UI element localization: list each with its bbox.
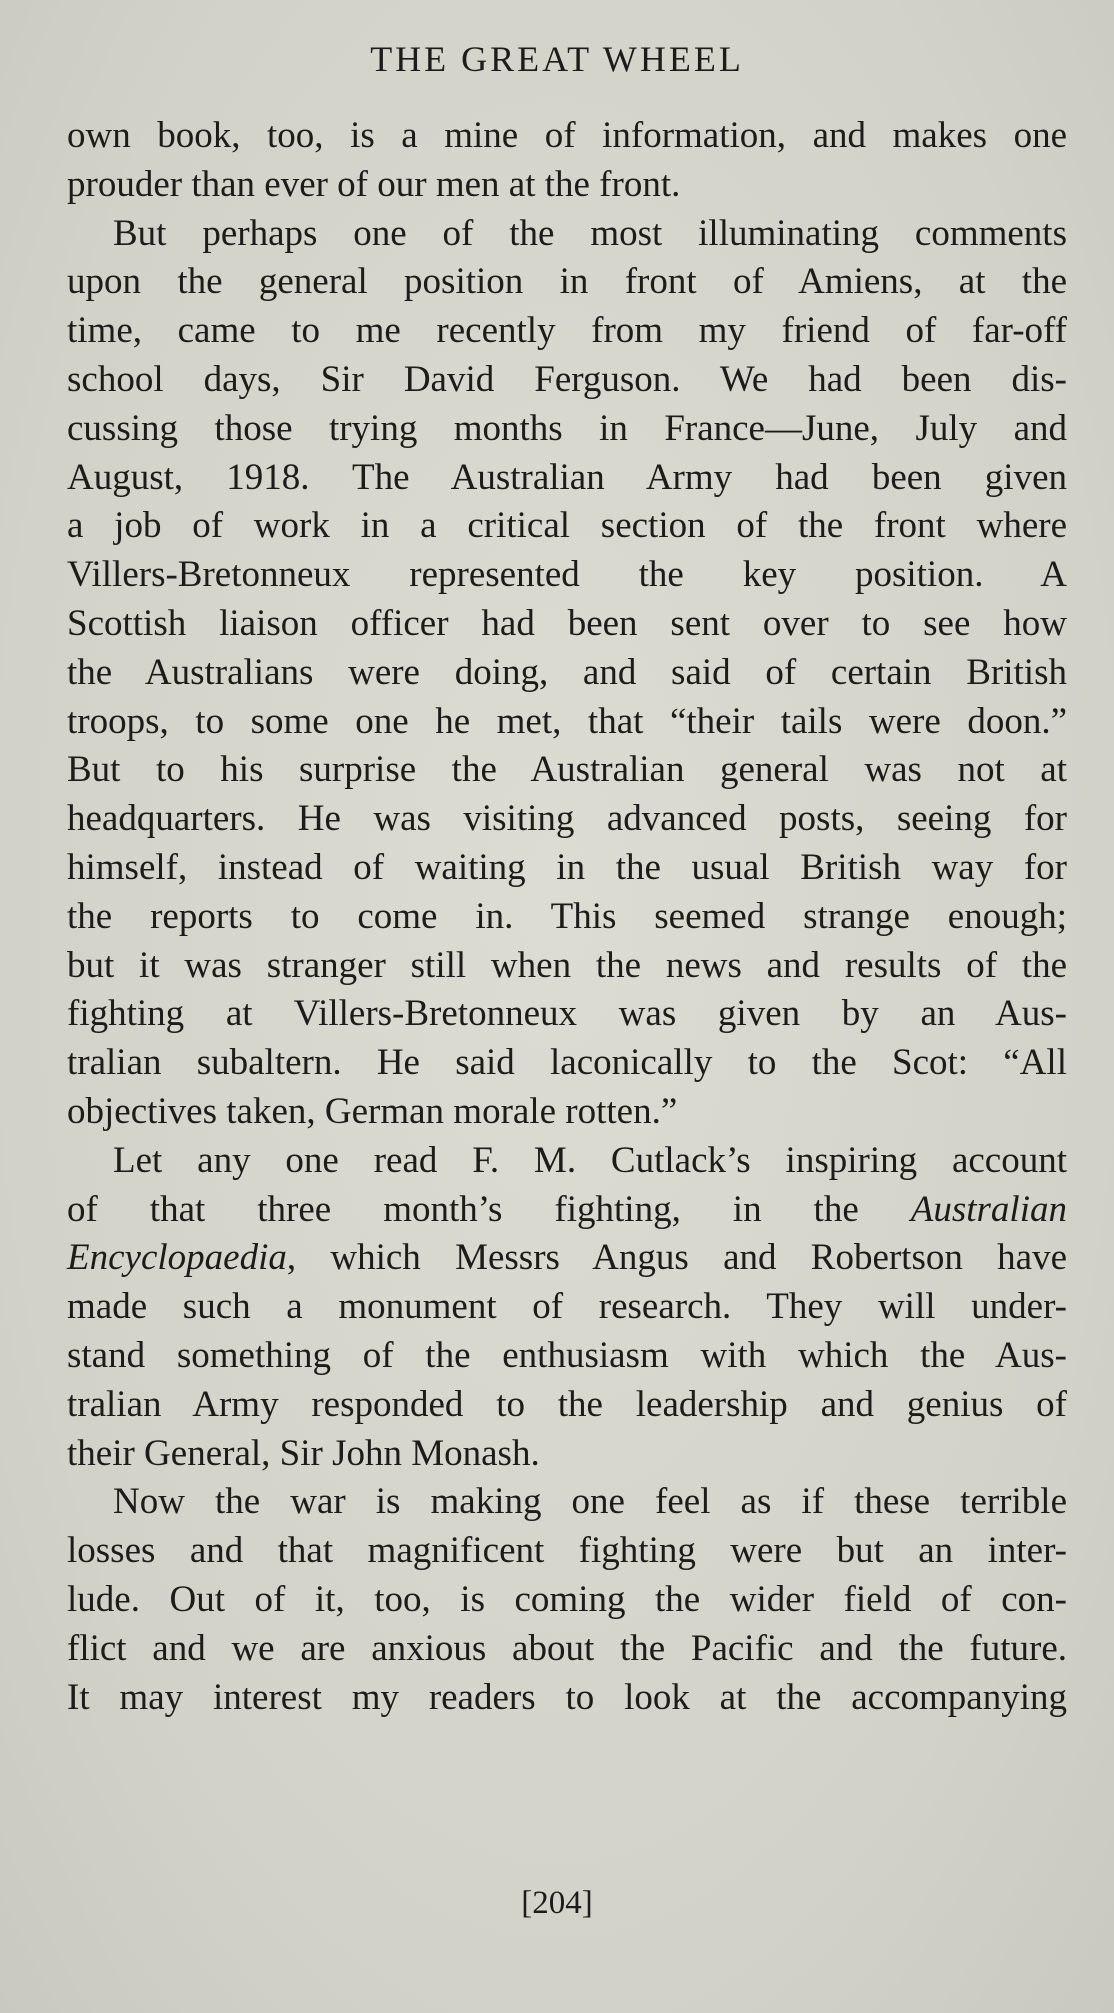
text-line: But perhaps one of the most illuminating comments (113, 212, 1067, 254)
page-number: [204] (521, 1885, 593, 1921)
text-line: Let any one read F. M. Cutlack’s inspiring account (113, 1139, 1067, 1181)
text-line: school days, Sir David Ferguson. We had been dis- (67, 358, 1067, 400)
text-line: Scottish liaison officer had been sent over to see how (67, 602, 1067, 644)
text-line: troops, to some one he met, that “their tails were doon.” (67, 700, 1067, 742)
text-line: the reports to come in. This seemed strange enough; (67, 895, 1067, 937)
text-line: stand something of the enthusiasm with which the Aus- (67, 1334, 1067, 1376)
text-line: fighting at Villers-Bretonneux was given by an Aus- (67, 993, 1067, 1035)
text-line: Villers-Bretonneux represented the key position. A (67, 554, 1067, 596)
text-line: upon the general position in front of Amiens, at the (67, 261, 1067, 303)
text-line: the Australians were doing, and said of certain British (67, 651, 1067, 693)
text-line (67, 1186, 1067, 1235)
text-line: made such a monument of research. They will under- (67, 1286, 1067, 1328)
text-line: their General, Sir John Monash. (67, 1432, 540, 1474)
text-line: tralian Army responded to the leadership and genius of (67, 1383, 1067, 1425)
italic-title: Encyclopaedia (67, 1237, 287, 1279)
text-line-span: of that three month’s fighting, in the (67, 1188, 911, 1230)
text-line: But to his surprise the Australian general was not at (67, 749, 1067, 791)
text-line: headquarters. He was visiting advanced posts, seeing for (67, 798, 1067, 840)
running-head: THE GREAT WHEEL (370, 39, 744, 79)
text-line: flict and we are anxious about the Pacific and the future. (67, 1627, 1067, 1669)
text-line: It may interest my readers to look at the accompanying (67, 1676, 1067, 1718)
text-line: cussing those trying months in France—June, July and (67, 407, 1067, 449)
text-line: August, 1918. The Australian Army had been given (67, 456, 1067, 498)
text-line: tralian subaltern. He said laconically to the Scot: “All (67, 1042, 1067, 1084)
text-line: objectives taken, German morale rotten.” (67, 1090, 678, 1132)
text-line: a job of work in a critical section of the front where (67, 505, 1067, 547)
text-line: himself, instead of waiting in the usual British way for (67, 846, 1067, 888)
text-line: lude. Out of it, too, is coming the wider field of con- (67, 1578, 1067, 1620)
text-line: time, came to me recently from my friend of far-off (67, 310, 1067, 352)
text-line (67, 1234, 1067, 1283)
text-line-span: , which Messrs Angus and Robertson have (286, 1237, 1067, 1279)
text-line: own book, too, is a mine of information, and makes one (67, 115, 1067, 156)
text-line: Now the war is making one feel as if these terrible (113, 1481, 1067, 1523)
body-text (67, 112, 1067, 1722)
text-line: but it was stranger still when the news and results of the (67, 944, 1067, 986)
italic-title: Australian (910, 1188, 1067, 1230)
text-line: prouder than ever of our men at the front. (67, 163, 681, 205)
text-line: losses and that magnificent fighting were but an inter- (67, 1530, 1067, 1572)
